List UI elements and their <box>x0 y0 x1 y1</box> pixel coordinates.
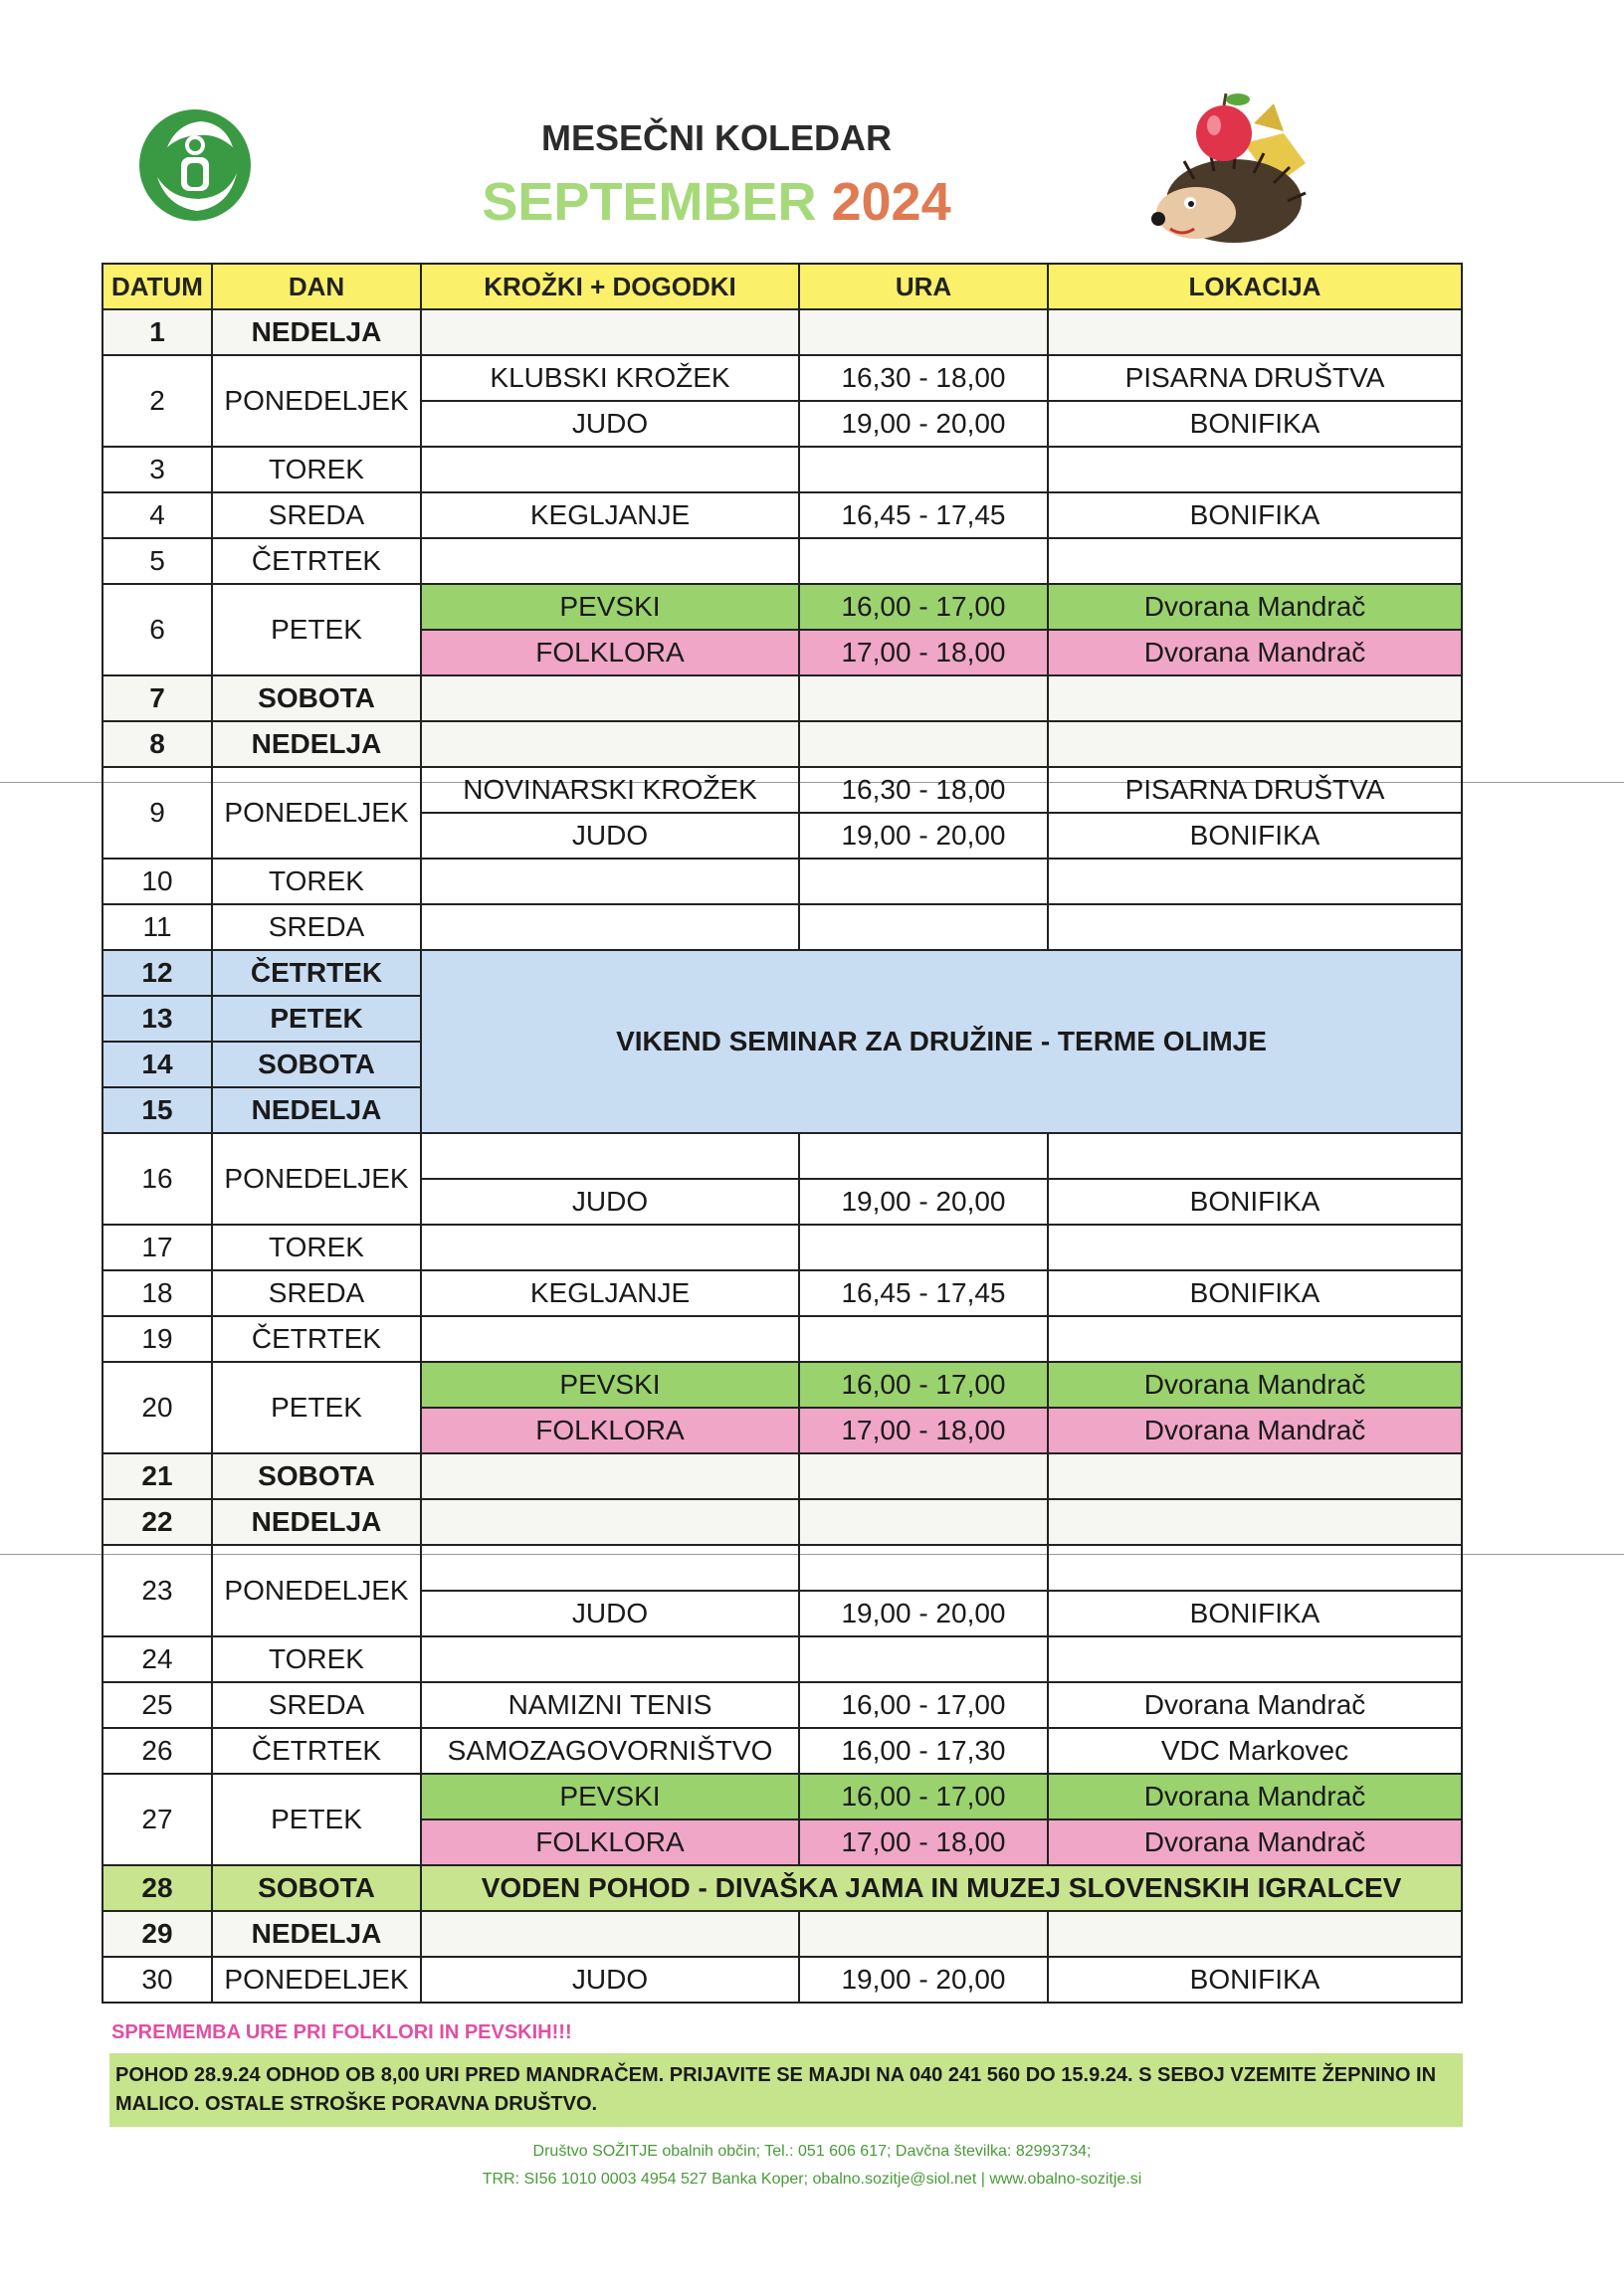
footer-contact: Društvo SOŽITJE obalnih občin; Tel.: 051 606 617; Davčna številka: 82993734; <box>532 2143 1092 2160</box>
calendar-table <box>102 263 1463 2004</box>
time-cell <box>799 1499 1048 1545</box>
location-cell: BONIFIKA <box>1048 401 1462 447</box>
day-cell: TOREK <box>212 447 421 492</box>
activity-cell <box>421 904 799 950</box>
activity-cell: PEVSKI <box>421 1362 799 1408</box>
activity-cell: JUDO <box>421 813 799 859</box>
page-title: MESEČNI KOLEDAR <box>540 117 893 158</box>
time-cell: 16,00 - 17,30 <box>799 1728 1048 1774</box>
activity-cell <box>421 309 799 355</box>
day-cell: ČETRTEK <box>212 1316 421 1362</box>
location-cell: BONIFIKA <box>1048 813 1462 859</box>
activity-cell <box>421 1545 799 1591</box>
time-cell <box>799 1453 1048 1499</box>
location-cell: Dvorana Mandrač <box>1048 1682 1462 1728</box>
date-cell: 23 <box>102 1545 212 1636</box>
footer-bank: TRR: SI56 1010 0003 4954 527 Banka Koper; obalno.sozitje@siol.net | www.obalno-sozitje.si <box>482 2171 1142 2188</box>
table-row <box>102 538 1462 584</box>
time-cell <box>799 859 1048 904</box>
location-cell: BONIFIKA <box>1048 492 1462 538</box>
date-cell: 1 <box>102 309 212 355</box>
table-row <box>102 1865 1462 1911</box>
location-cell <box>1048 1453 1462 1499</box>
activity-cell: JUDO <box>421 1957 799 2003</box>
activity-cell: NAMIZNI TENIS <box>421 1682 799 1728</box>
table-row <box>102 1362 1462 1408</box>
date-cell: 2 <box>102 355 212 447</box>
location-cell <box>1048 721 1462 767</box>
location-cell: Dvorana Mandrač <box>1048 584 1462 630</box>
activity-cell <box>421 447 799 492</box>
day-cell: PONEDELJEK <box>212 1133 421 1225</box>
time-cell <box>799 1636 1048 1682</box>
column-header-krozki: KROŽKI + DOGODKI <box>421 264 799 309</box>
date-cell: 24 <box>102 1636 212 1682</box>
location-cell <box>1048 859 1462 904</box>
table-row <box>102 1133 1462 1179</box>
table-row <box>102 1453 1462 1499</box>
location-cell <box>1048 1133 1462 1179</box>
day-cell: SREDA <box>212 1682 421 1728</box>
column-header-datum: DATUM <box>102 264 212 309</box>
day-cell: NEDELJA <box>212 1911 421 1957</box>
table-row <box>102 1911 1462 1957</box>
date-cell: 6 <box>102 584 212 675</box>
location-cell <box>1048 1499 1462 1545</box>
location-cell: BONIFIKA <box>1048 1179 1462 1225</box>
activity-cell: SAMOZAGOVORNIŠTVO <box>421 1728 799 1774</box>
activity-cell <box>421 721 799 767</box>
location-cell <box>1048 1545 1462 1591</box>
time-cell: 19,00 - 20,00 <box>799 401 1048 447</box>
date-cell: 25 <box>102 1682 212 1728</box>
date-cell: 16 <box>102 1133 212 1225</box>
day-cell: ČETRTEK <box>212 538 421 584</box>
day-cell: ČETRTEK <box>212 950 421 996</box>
time-cell <box>799 1133 1048 1179</box>
date-cell: 20 <box>102 1362 212 1453</box>
date-cell: 18 <box>102 1270 212 1316</box>
table-row <box>102 1728 1462 1774</box>
date-cell: 8 <box>102 721 212 767</box>
table-row <box>102 447 1462 492</box>
activity-cell <box>421 1636 799 1682</box>
table-row <box>102 904 1462 950</box>
time-cell: 16,30 - 18,00 <box>799 355 1048 401</box>
time-cell: 19,00 - 20,00 <box>799 1179 1048 1225</box>
date-cell: 11 <box>102 904 212 950</box>
day-cell: NEDELJA <box>212 1087 421 1133</box>
time-cell <box>799 721 1048 767</box>
location-cell <box>1048 675 1462 721</box>
location-cell: BONIFIKA <box>1048 1270 1462 1316</box>
day-cell: SREDA <box>212 1270 421 1316</box>
table-row <box>102 584 1462 630</box>
time-cell: 16,00 - 17,00 <box>799 1682 1048 1728</box>
date-cell: 7 <box>102 675 212 721</box>
location-cell <box>1048 1636 1462 1682</box>
location-cell: VDC Markovec <box>1048 1728 1462 1774</box>
day-cell: PETEK <box>212 996 421 1042</box>
activity-cell: FOLKLORA <box>421 1408 799 1453</box>
day-cell: PONEDELJEK <box>212 767 421 859</box>
activity-cell: KEGLJANJE <box>421 492 799 538</box>
time-cell <box>799 904 1048 950</box>
column-header-ura: URA <box>799 264 1048 309</box>
activity-cell: KLUBSKI KROŽEK <box>421 355 799 401</box>
society-logo-icon <box>137 107 253 223</box>
location-cell: BONIFIKA <box>1048 1957 1462 2003</box>
date-cell: 22 <box>102 1499 212 1545</box>
activity-cell <box>421 1453 799 1499</box>
time-cell <box>799 447 1048 492</box>
date-cell: 21 <box>102 1453 212 1499</box>
day-cell: PONEDELJEK <box>212 355 421 447</box>
table-row <box>102 1316 1462 1362</box>
date-cell: 19 <box>102 1316 212 1362</box>
time-cell: 19,00 - 20,00 <box>799 813 1048 859</box>
activity-cell <box>421 1225 799 1270</box>
location-cell: PISARNA DRUŠTVA <box>1048 355 1462 401</box>
table-row <box>102 950 1462 996</box>
activity-cell: FOLKLORA <box>421 630 799 675</box>
table-header-row <box>102 264 1462 309</box>
day-cell: SOBOTA <box>212 1042 421 1087</box>
hedgehog-illustration-icon <box>1134 84 1314 251</box>
time-cell: 16,00 - 17,00 <box>799 1362 1048 1408</box>
date-cell: 9 <box>102 767 212 859</box>
table-row <box>102 767 1462 813</box>
time-cell: 16,00 - 17,00 <box>799 584 1048 630</box>
location-cell: PISARNA DRUŠTVA <box>1048 767 1462 813</box>
year-label: 2024 <box>831 172 951 232</box>
location-cell: Dvorana Mandrač <box>1048 1819 1462 1865</box>
table-row <box>102 1225 1462 1270</box>
activity-cell: NOVINARSKI KROŽEK <box>421 767 799 813</box>
time-cell <box>799 1545 1048 1591</box>
location-cell: BONIFIKA <box>1048 1591 1462 1636</box>
time-cell <box>799 1225 1048 1270</box>
time-cell <box>799 1316 1048 1362</box>
date-cell: 4 <box>102 492 212 538</box>
date-cell: 17 <box>102 1225 212 1270</box>
table-row <box>102 1545 1462 1591</box>
hike-info-box: POHOD 28.9.24 ODHOD OB 8,00 URI PRED MANDRAČEM. PRIJAVITE SE MAJDI NA 040 241 560 DO 15.9.24. S SEBOJ VZEMITE ŽEPNINO IN MALICO. OSTALE STROŠKE PORAVNA DRUŠTVO. <box>109 2053 1463 2127</box>
date-cell: 5 <box>102 538 212 584</box>
location-cell: Dvorana Mandrač <box>1048 630 1462 675</box>
date-cell: 13 <box>102 996 212 1042</box>
location-cell <box>1048 904 1462 950</box>
time-cell: 19,00 - 20,00 <box>799 1957 1048 2003</box>
activity-cell <box>421 538 799 584</box>
location-cell <box>1048 1911 1462 1957</box>
time-cell: 19,00 - 20,00 <box>799 1591 1048 1636</box>
day-cell: ČETRTEK <box>212 1728 421 1774</box>
activity-cell: JUDO <box>421 1591 799 1636</box>
table-row <box>102 1682 1462 1728</box>
event-hike: VODEN POHOD - DIVAŠKA JAMA IN MUZEJ SLOVENSKIH IGRALCEV <box>421 1865 1462 1911</box>
day-cell: PETEK <box>212 1362 421 1453</box>
day-cell: NEDELJA <box>212 721 421 767</box>
table-row <box>102 309 1462 355</box>
activity-cell <box>421 1499 799 1545</box>
date-cell: 12 <box>102 950 212 996</box>
activity-cell: JUDO <box>421 1179 799 1225</box>
time-cell <box>799 538 1048 584</box>
date-cell: 29 <box>102 1911 212 1957</box>
schedule-change-note: SPREMEMBA URE PRI FOLKLORI IN PEVSKIH!!! <box>111 2021 572 2043</box>
location-cell <box>1048 447 1462 492</box>
day-cell: NEDELJA <box>212 1499 421 1545</box>
activity-cell: KEGLJANJE <box>421 1270 799 1316</box>
activity-cell <box>421 1911 799 1957</box>
table-row <box>102 1270 1462 1316</box>
activity-cell <box>421 859 799 904</box>
time-cell <box>799 675 1048 721</box>
time-cell: 16,45 - 17,45 <box>799 492 1048 538</box>
activity-cell: JUDO <box>421 401 799 447</box>
page-subtitle <box>468 171 965 233</box>
day-cell: PETEK <box>212 1774 421 1865</box>
date-cell: 28 <box>102 1865 212 1911</box>
time-cell: 17,00 - 18,00 <box>799 630 1048 675</box>
location-cell <box>1048 1225 1462 1270</box>
day-cell: SOBOTA <box>212 675 421 721</box>
day-cell: PONEDELJEK <box>212 1957 421 2003</box>
day-cell: SOBOTA <box>212 1865 421 1911</box>
day-cell: PONEDELJEK <box>212 1545 421 1636</box>
table-row <box>102 355 1462 401</box>
location-cell <box>1048 538 1462 584</box>
time-cell: 16,00 - 17,00 <box>799 1774 1048 1819</box>
day-cell: TOREK <box>212 1636 421 1682</box>
date-cell: 3 <box>102 447 212 492</box>
column-header-lokacija: LOKACIJA <box>1048 264 1462 309</box>
activity-cell <box>421 1133 799 1179</box>
date-cell: 10 <box>102 859 212 904</box>
time-cell: 17,00 - 18,00 <box>799 1819 1048 1865</box>
activity-cell: FOLKLORA <box>421 1819 799 1865</box>
month-label: SEPTEMBER <box>482 172 817 232</box>
date-cell: 26 <box>102 1728 212 1774</box>
date-cell: 15 <box>102 1087 212 1133</box>
location-cell <box>1048 1316 1462 1362</box>
table-row <box>102 1499 1462 1545</box>
table-row <box>102 492 1462 538</box>
location-cell: Dvorana Mandrač <box>1048 1774 1462 1819</box>
activity-cell: PEVSKI <box>421 1774 799 1819</box>
day-cell: NEDELJA <box>212 309 421 355</box>
date-cell: 30 <box>102 1957 212 2003</box>
table-row <box>102 721 1462 767</box>
table-row <box>102 1774 1462 1819</box>
day-cell: TOREK <box>212 859 421 904</box>
day-cell: PETEK <box>212 584 421 675</box>
day-cell: SOBOTA <box>212 1453 421 1499</box>
location-cell: Dvorana Mandrač <box>1048 1408 1462 1453</box>
time-cell: 17,00 - 18,00 <box>799 1408 1048 1453</box>
column-header-dan: DAN <box>212 264 421 309</box>
table-row <box>102 859 1462 904</box>
time-cell <box>799 309 1048 355</box>
event-seminar: VIKEND SEMINAR ZA DRUŽINE - TERME OLIMJE <box>421 950 1462 1133</box>
day-cell: SREDA <box>212 492 421 538</box>
day-cell: SREDA <box>212 904 421 950</box>
time-cell: 16,30 - 18,00 <box>799 767 1048 813</box>
location-cell <box>1048 309 1462 355</box>
table-row <box>102 675 1462 721</box>
day-cell: TOREK <box>212 1225 421 1270</box>
table-row <box>102 1957 1462 2003</box>
activity-cell <box>421 1316 799 1362</box>
location-cell: Dvorana Mandrač <box>1048 1362 1462 1408</box>
date-cell: 27 <box>102 1774 212 1865</box>
table-row <box>102 1636 1462 1682</box>
activity-cell: PEVSKI <box>421 584 799 630</box>
time-cell: 16,45 - 17,45 <box>799 1270 1048 1316</box>
time-cell <box>799 1911 1048 1957</box>
activity-cell <box>421 675 799 721</box>
date-cell: 14 <box>102 1042 212 1087</box>
